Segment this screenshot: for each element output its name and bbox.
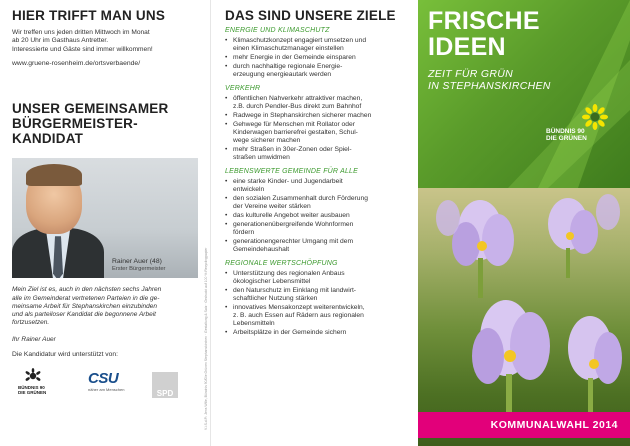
supporter-logos <box>12 366 200 402</box>
goal-item-line: • mehr Straßen in 30er-Zonen oder Spiel- <box>233 146 352 154</box>
gruene-logo-line: BÜNDNIS 90 <box>18 384 45 390</box>
photo-hair <box>26 164 82 186</box>
cover-subtitle-line: IN STEPHANSKIRCHEN <box>428 80 551 92</box>
spd-logo <box>152 372 178 398</box>
crocus-meadow-image <box>418 188 630 446</box>
goal-item <box>225 212 412 220</box>
crocus-flowers <box>418 188 630 446</box>
goal-item-line: Lebensmitteln <box>233 320 275 328</box>
cover-title-line: FRISCHE <box>428 7 540 35</box>
meeting-info <box>12 29 200 54</box>
goal-item-line: • öffentlichen Nahverkehr attraktiver machen, <box>233 94 363 102</box>
candidate-heading-line: BÜRGERMEISTER- <box>12 116 138 132</box>
cover-green-area <box>418 0 630 188</box>
candidate-photo <box>12 158 198 278</box>
cover-subtitle <box>428 68 551 92</box>
quote-line: alle im Gemeinderat vertretenen Parteien in die ge- <box>12 294 160 302</box>
imprint-text: V.i.S.d.P.: Jens Wille, Bündnis 90/Die Grünen Stephanskirchen · Gestaltung & Satz · Gedruckt auf 100 % Recyclingpapier <box>204 247 208 430</box>
goal-item-line: Gemeindehaushalt <box>233 246 290 254</box>
photo-caption <box>112 258 165 272</box>
goal-item-line: • generationenübergreifende Wohnformen <box>233 221 354 229</box>
goal-item-line: • Gehwege für Menschen mit Rollator oder <box>233 120 355 128</box>
gruene-logo <box>16 368 50 398</box>
goal-item <box>225 95 412 111</box>
candidate-name: Rainer Auer (48) <box>112 258 162 266</box>
cover-subtitle-line: ZEIT FÜR GRÜN <box>428 68 513 80</box>
goal-item-line: • Unterstützung des regionalen Anbaus <box>233 269 345 277</box>
signature: Ihr Rainer Auer <box>12 335 56 343</box>
brand-line: BÜNDNIS 90 <box>546 128 585 135</box>
goal-group-heading: REGIONALE WERTSCHÖPFUNG <box>225 259 338 267</box>
goal-item-line: • das kulturelle Angebot weiter ausbauen <box>233 212 350 220</box>
goal-item-line: der Vereine weiter stärken <box>233 203 311 211</box>
goal-group-heading: VERKEHR <box>225 84 261 92</box>
csu-logo-subtitle: näher am Menschen <box>88 386 125 392</box>
quote-line: Mein Ziel ist es, auch in den nächsten sechs Jahren <box>12 286 162 294</box>
goal-group-heading: ENERGIE UND KLIMASCHUTZ <box>225 27 330 34</box>
quote-line: und als parteiloser Kandidat die begonnene Arbeit <box>12 311 156 319</box>
cover-title <box>428 8 540 60</box>
goal-item-line: • den sozialen Zusammenhalt durch Förderung <box>233 194 368 202</box>
meeting-line: ab 20 Uhr im Gasthaus Antretter. <box>12 37 109 45</box>
gruene-logo-text <box>18 385 46 395</box>
goal-item-line: ökologischer Lebensmittel <box>233 277 311 285</box>
meeting-heading: HIER TRIFFT MAN UNS <box>12 8 166 23</box>
goal-item-line: schaftlicher Nutzung stärken <box>233 295 318 303</box>
goals-panel <box>210 0 418 446</box>
goal-list <box>225 37 412 80</box>
goal-item <box>225 146 412 162</box>
goal-item <box>225 195 412 211</box>
meeting-line: Wir treffen uns jeden dritten Mittwoch im Monat <box>12 29 150 36</box>
goal-item-line: einen Klimaschutzmanager einstellen <box>233 45 344 53</box>
brand-line: DIE GRÜNEN <box>546 135 587 142</box>
goal-item <box>225 63 412 79</box>
goal-item <box>225 287 412 303</box>
support-text: Die Kandidatur wird unterstützt von: <box>12 350 118 358</box>
goal-item <box>225 37 412 53</box>
cover-panel <box>418 0 630 446</box>
goal-item-line: • Klimaschutzkonzept engagiert umsetzen und <box>233 37 367 44</box>
goal-item-line: z. B. auch Essen auf Rädern aus regionalen <box>233 312 364 320</box>
spd-logo-text: SPD <box>156 388 174 398</box>
goal-item-line: fördern <box>233 229 255 237</box>
meeting-line: Interessierte und Gäste sind immer willkommen! <box>12 45 153 53</box>
goal-item <box>225 178 412 194</box>
goal-item-line: • innovatives Mensakonzept weiterentwickeln, <box>233 304 365 312</box>
candidate-role: Erster Bürgermeister <box>112 266 166 273</box>
goals-heading: DAS SIND UNSERE ZIELE <box>225 8 396 23</box>
quote-line: meinsame Arbeit für Stephanskirchen einzubinden <box>12 302 158 310</box>
candidate-heading <box>12 101 200 146</box>
goal-group-heading: LEBENSWERTE GEMEINDE FÜR ALLE <box>225 167 358 175</box>
goal-item-line: entwickeln <box>233 185 265 193</box>
goal-item-line: • generationengerechter Umgang mit dem <box>233 238 354 246</box>
goal-item-line: erzeugung energieautark werden <box>233 71 332 79</box>
sunflower-icon <box>582 104 608 130</box>
goal-item <box>225 54 412 62</box>
candidate-quote <box>12 286 200 327</box>
goal-item-line: • durch nachhaltige regionale Energie- <box>233 63 343 71</box>
goal-item-line: wege sicherer machen <box>233 137 301 145</box>
crocus-flower <box>452 200 514 298</box>
left-panel <box>0 0 210 446</box>
website-link[interactable]: www.gruene-rosenheim.de/ortsverbaende/ <box>12 60 141 68</box>
csu-logo-text: CSU <box>88 369 119 387</box>
gruene-brand-logo <box>546 104 626 148</box>
goal-item-line: • mehr Energie in der Gemeinde einsparen <box>233 54 356 62</box>
goal-item <box>225 121 412 146</box>
goal-item <box>225 221 412 237</box>
goal-item <box>225 238 412 254</box>
goal-item-line: straßen umwidmen <box>233 154 290 162</box>
goal-item-line: • Arbeitsplätze in der Gemeinde sichern <box>233 329 347 337</box>
candidate-heading-line: UNSER GEMEINSAMER <box>12 101 169 117</box>
goal-item <box>225 112 412 120</box>
goal-list <box>225 178 412 255</box>
gruene-logo-line: DIE GRÜNEN <box>18 389 47 395</box>
csu-logo <box>88 370 124 392</box>
goal-list <box>225 270 412 338</box>
goal-item <box>225 304 412 329</box>
goal-list <box>225 95 412 163</box>
goal-item-line: • Radwege in Stephanskirchen sicherer machen <box>233 111 372 119</box>
quote-line: fortzusetzen. <box>12 319 50 327</box>
election-badge-text: KOMMUNALWAHL 2014 <box>490 419 618 431</box>
goal-item <box>225 329 412 337</box>
goal-groups <box>225 27 412 338</box>
goal-item-line: • eine starke Kinder- und Jugendarbeit <box>233 177 343 185</box>
election-badge <box>418 412 630 438</box>
goal-item <box>225 270 412 286</box>
goal-item-line: • den Naturschutz im Einklang mit landwirt- <box>233 286 357 294</box>
goal-item-line: Kinderwagen barrierefrei gestalten, Schul- <box>233 129 358 137</box>
cover-title-line: IDEEN <box>428 33 506 61</box>
brand-text <box>546 128 587 142</box>
goal-item-line: z.B. durch Pendler-Bus direkt zum Bahnhof <box>233 102 362 110</box>
crocus-flower <box>548 198 598 278</box>
candidate-heading-line: KANDIDAT <box>12 131 84 147</box>
